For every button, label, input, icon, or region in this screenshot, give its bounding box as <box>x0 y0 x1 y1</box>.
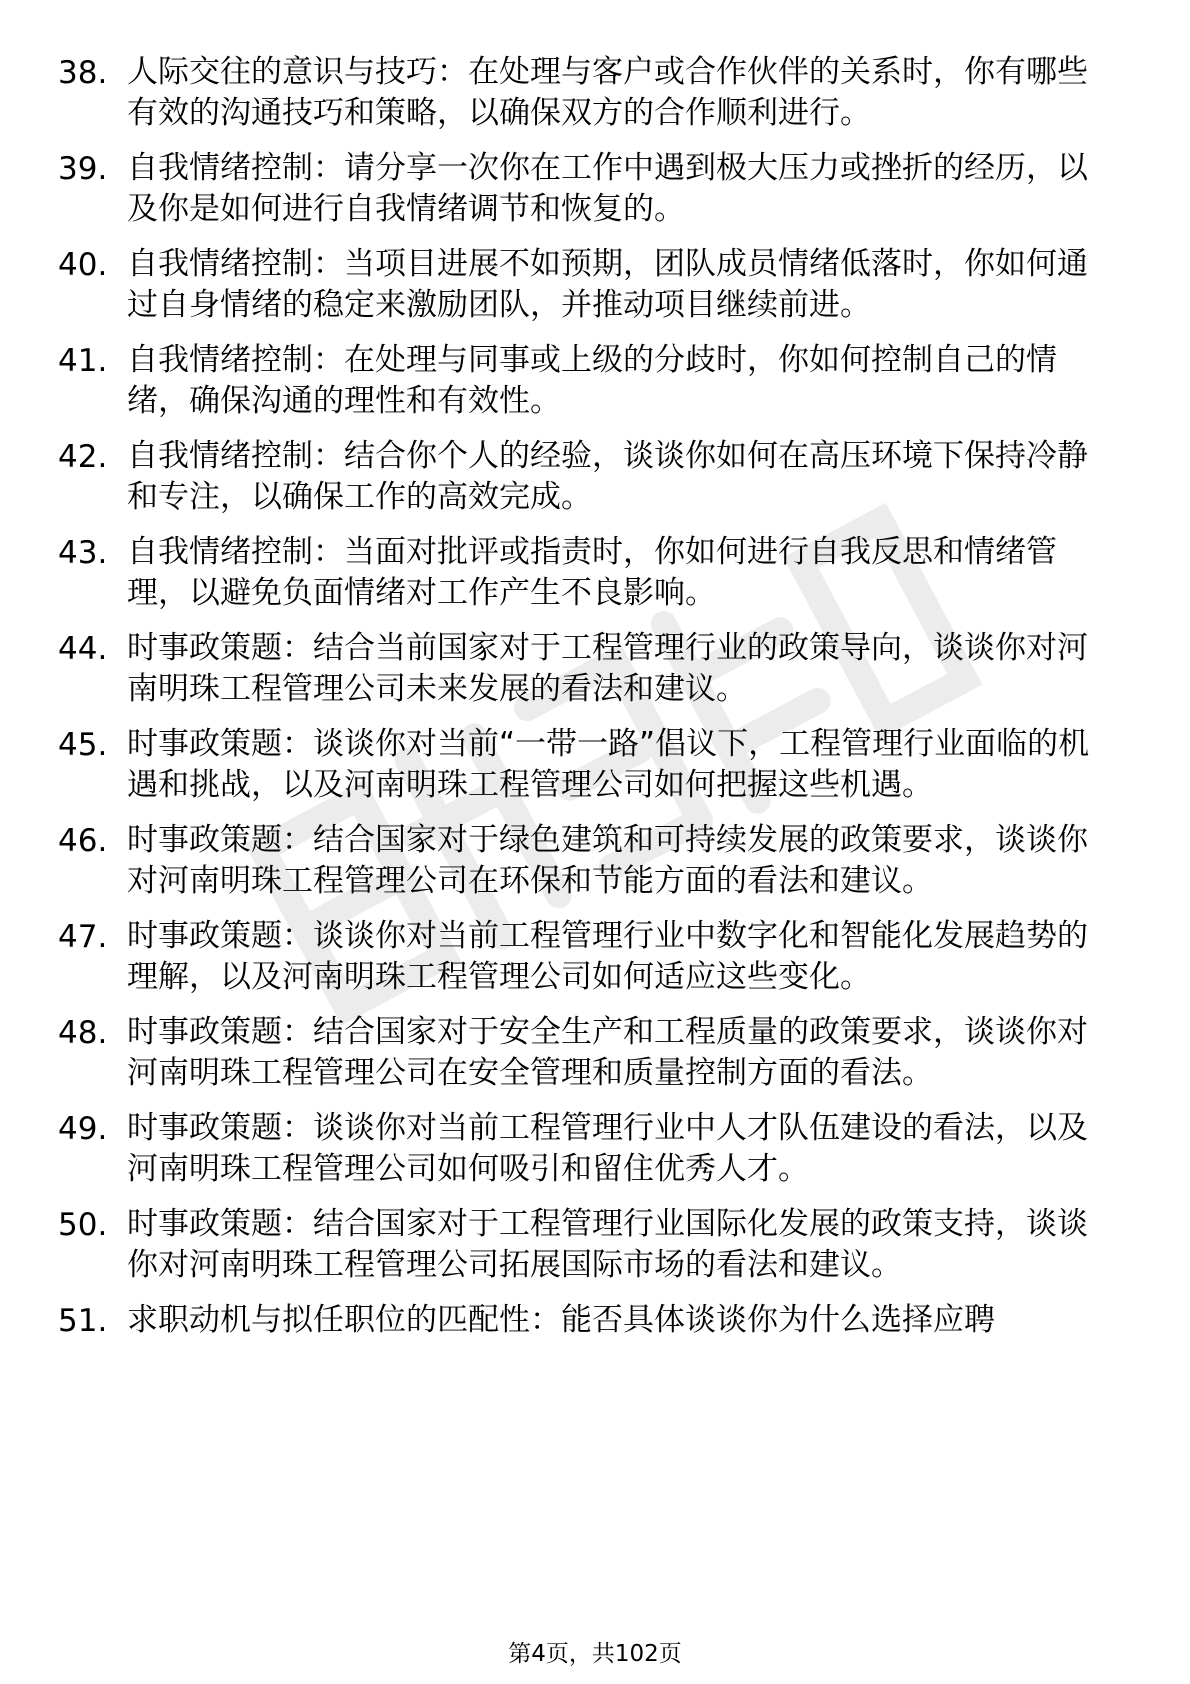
page-footer: 第4页，共102页 <box>508 1641 682 1667</box>
list-item <box>0 148 1190 230</box>
item-number: 46. <box>58 823 108 859</box>
item-number: 44. <box>58 631 108 667</box>
item-number: 40. <box>58 247 108 283</box>
item-text: 时事政策题：谈谈你对当前工程管理行业中数字化和智能化发展趋势的理解，以及河南明珠工程管理公司如何适应这些变化。 <box>127 918 1088 995</box>
list-item <box>0 1012 1190 1094</box>
item-text: 时事政策题：结合当前国家对于工程管理行业的政策导向，谈谈你对河南明珠工程管理公司未来发展的看法和建议。 <box>127 630 1088 707</box>
item-number: 51. <box>58 1303 108 1339</box>
item-text: 自我情绪控制：请分享一次你在工作中遇到极大压力或挫折的经历，以及你是如何进行自我情绪调节和恢复的。 <box>127 150 1088 227</box>
item-number: 43. <box>58 535 108 571</box>
item-number: 45. <box>58 727 108 763</box>
item-text: 自我情绪控制：当面对批评或指责时，你如何进行自我反思和情绪管理，以避免负面情绪对工作产生不良影响。 <box>127 534 1057 611</box>
item-text: 自我情绪控制：在处理与同事或上级的分歧时，你如何控制自己的情绪，确保沟通的理性和有效性。 <box>127 342 1057 419</box>
item-number: 50. <box>58 1207 108 1243</box>
list-item <box>0 724 1190 806</box>
item-number: 39. <box>58 151 108 187</box>
item-text: 求职动机与拟任职位的匹配性：能否具体谈谈你为什么选择应聘 <box>127 1302 995 1338</box>
item-number: 38. <box>58 55 108 91</box>
list-item <box>0 532 1190 614</box>
item-number: 47. <box>58 919 108 955</box>
item-text: 时事政策题：结合国家对于安全生产和工程质量的政策要求，谈谈你对河南明珠工程管理公司在安全管理和质量控制方面的看法。 <box>127 1014 1088 1091</box>
list-item <box>0 52 1190 134</box>
list-item <box>0 1300 1190 1341</box>
item-text: 自我情绪控制：结合你个人的经验，谈谈你如何在高压环境下保持冷静和专注，以确保工作的高效完成。 <box>127 438 1088 515</box>
list-item <box>0 628 1190 710</box>
list-item <box>0 244 1190 326</box>
item-text: 时事政策题：结合国家对于工程管理行业国际化发展的政策支持，谈谈你对河南明珠工程管理公司拓展国际市场的看法和建议。 <box>127 1206 1088 1283</box>
item-text: 自我情绪控制：当项目进展不如预期，团队成员情绪低落时，你如何通过自身情绪的稳定来激励团队，并推动项目继续前进。 <box>127 246 1088 323</box>
item-number: 48. <box>58 1015 108 1051</box>
item-text: 人际交往的意识与技巧：在处理与客户或合作伙伴的关系时，你有哪些有效的沟通技巧和策略，以确保双方的合作顺利进行。 <box>127 54 1088 131</box>
item-number: 41. <box>58 343 108 379</box>
list-item <box>0 1204 1190 1286</box>
list-item <box>0 820 1190 902</box>
item-text: 时事政策题：结合国家对于绿色建筑和可持续发展的政策要求，谈谈你对河南明珠工程管理公司在环保和节能方面的看法和建议。 <box>127 822 1088 899</box>
item-number: 42. <box>58 439 108 475</box>
list-item <box>0 436 1190 518</box>
list-item <box>0 340 1190 422</box>
list-item <box>0 916 1190 998</box>
item-text: 时事政策题：谈谈你对当前工程管理行业中人才队伍建设的看法，以及河南明珠工程管理公司如何吸引和留住优秀人才。 <box>127 1110 1088 1187</box>
list-item <box>0 1108 1190 1190</box>
question-list <box>0 52 1190 1355</box>
item-number: 49. <box>58 1111 108 1147</box>
item-text: 时事政策题：谈谈你对当前“一带一路”倡议下，工程管理行业面临的机遇和挑战，以及河南明珠工程管理公司如何把握这些机遇。 <box>127 726 1090 803</box>
